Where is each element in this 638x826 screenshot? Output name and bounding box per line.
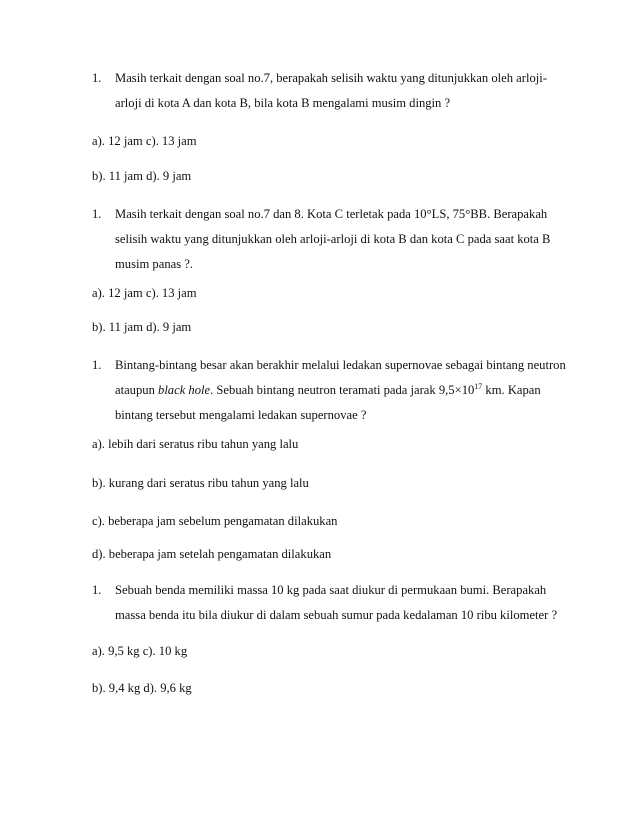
question-4-option-row-2: b). 9,4 kg d). 9,6 kg: [92, 681, 192, 695]
question-1-line-2: arloji di kota A dan kota B, bila kota B mengalami musim dingin ?: [115, 96, 451, 110]
question-3-option-a: a). lebih dari seratus ribu tahun yang lalu: [92, 437, 299, 451]
question-3-line-2: [115, 382, 541, 398]
question-4-line-1: Sebuah benda memiliki massa 10 kg pada saat diukur di permukaan bumi. Berapakah: [115, 583, 547, 597]
question-2-option-row-1: a). 12 jam c). 13 jam: [92, 286, 197, 300]
question-3-number: 1.: [92, 358, 102, 372]
question-3-line-2-post: km. Kapan: [482, 383, 541, 397]
power-base: 10: [461, 383, 475, 397]
black-hole-term: black hole: [158, 383, 211, 397]
question-3-line-1: Bintang-bintang besar akan berakhir melalui ledakan supernovae sebagai bintang neutron: [115, 358, 566, 372]
question-2-option-row-2: b). 11 jam d). 9 jam: [92, 320, 192, 334]
question-2-line-1: Masih terkait dengan soal no.7 dan 8. Kota C terletak pada 10°LS, 75°BB. Berapakah: [115, 207, 548, 221]
question-2-line-2: selisih waktu yang ditunjukkan oleh arloji-arloji di kota B dan kota C pada saat kota B: [115, 232, 551, 246]
question-2-number: 1.: [92, 207, 102, 221]
question-1-option-row-2: b). 11 jam d). 9 jam: [92, 169, 192, 183]
question-3-option-b: b). kurang dari seratus ribu tahun yang lalu: [92, 476, 309, 490]
question-4-option-row-1: a). 9,5 kg c). 10 kg: [92, 644, 188, 658]
question-4-number: 1.: [92, 583, 102, 597]
power-exponent: 17: [474, 381, 483, 391]
question-3-line-3: bintang tersebut mengalami ledakan supernovae ?: [115, 408, 367, 422]
question-3-option-d: d). beberapa jam setelah pengamatan dilakukan: [92, 547, 332, 561]
question-1-option-row-1: a). 12 jam c). 13 jam: [92, 134, 197, 148]
question-1-line-1: Masih terkait dengan soal no.7, berapakah selisih waktu yang ditunjukkan oleh arloji-: [115, 71, 547, 85]
question-1-number: 1.: [92, 71, 102, 85]
question-4-line-2: massa benda itu bila diukur di dalam sebuah sumur pada kedalaman 10 ribu kilometer ?: [115, 608, 558, 622]
question-3-line-2-pre: ataupun: [115, 383, 159, 397]
question-3-option-c: c). beberapa jam sebelum pengamatan dilakukan: [92, 514, 338, 528]
question-2-line-3: musim panas ?.: [115, 257, 193, 271]
question-3-line-2-mid: . Sebuah bintang neutron teramati pada jarak 9,5: [210, 383, 455, 397]
times-sign: ×: [454, 383, 462, 397]
